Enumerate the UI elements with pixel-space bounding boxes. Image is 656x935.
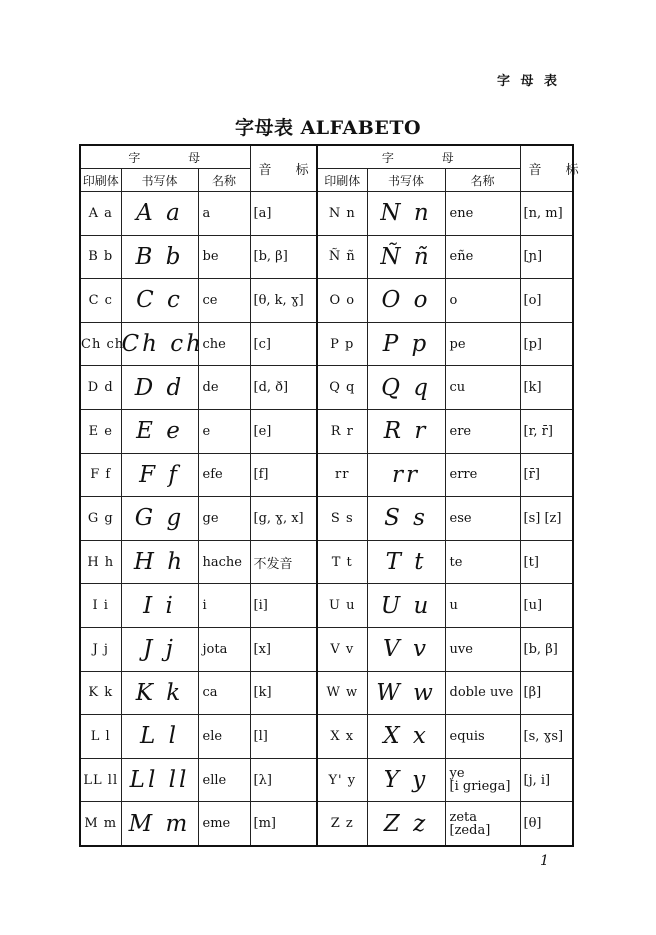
phonetic-symbol: [i] bbox=[250, 584, 317, 628]
phonetic-symbol: 不发音 bbox=[250, 540, 317, 584]
letter-name-alt: [i griega] bbox=[449, 779, 511, 795]
print-letter: M m bbox=[80, 802, 121, 846]
letter-name: eñe bbox=[445, 235, 520, 279]
print-letter: N n bbox=[317, 192, 367, 236]
print-letter: O o bbox=[317, 279, 367, 323]
script-letter: I i bbox=[121, 584, 198, 628]
print-letter: rr bbox=[317, 453, 367, 497]
letter-name: efe bbox=[198, 453, 250, 497]
print-letter: E e bbox=[80, 409, 121, 453]
phonetic-symbol: [p] bbox=[520, 322, 573, 366]
print-letter: I i bbox=[80, 584, 121, 628]
letter-name bbox=[445, 758, 520, 802]
print-letter: P p bbox=[317, 322, 367, 366]
print-letter: G g bbox=[80, 497, 121, 541]
letter-name: ele bbox=[198, 715, 250, 759]
phonetic-symbol: [r, r̄] bbox=[520, 409, 573, 453]
script-letter: Ñ ñ bbox=[367, 235, 445, 279]
letter-name: ene bbox=[445, 192, 520, 236]
letter-name-line: zeta bbox=[449, 809, 478, 825]
print-letter: B b bbox=[80, 235, 121, 279]
table-row bbox=[80, 802, 573, 846]
script-letter: C c bbox=[121, 279, 198, 323]
print-letter: T t bbox=[317, 540, 367, 584]
print-letter: J j bbox=[80, 627, 121, 671]
phonetic-symbol: [u] bbox=[520, 584, 573, 628]
phonetic-symbol: [ɲ] bbox=[520, 235, 573, 279]
phonetic-symbol: [j, i] bbox=[520, 758, 573, 802]
table-row bbox=[80, 671, 573, 715]
letter-name: elle bbox=[198, 758, 250, 802]
header-script-right: 书写体 bbox=[367, 169, 445, 192]
header-script-left: 书写体 bbox=[121, 169, 198, 192]
table-row bbox=[80, 627, 573, 671]
table-row bbox=[80, 497, 573, 541]
script-letter: N n bbox=[367, 192, 445, 236]
page-number: 1 bbox=[540, 853, 549, 869]
letter-name: o bbox=[445, 279, 520, 323]
print-letter: Ñ ñ bbox=[317, 235, 367, 279]
table-row bbox=[80, 758, 573, 802]
letter-name: ge bbox=[198, 497, 250, 541]
alphabet-rows bbox=[80, 192, 573, 846]
script-letter: V v bbox=[367, 627, 445, 671]
header-letters-left: 字 母 bbox=[80, 145, 250, 169]
script-letter: L l bbox=[121, 715, 198, 759]
print-letter: F f bbox=[80, 453, 121, 497]
print-letter: D d bbox=[80, 366, 121, 410]
script-letter: W w bbox=[367, 671, 445, 715]
phonetic-symbol: [l] bbox=[250, 715, 317, 759]
letter-name: doble uve bbox=[445, 671, 520, 715]
phonetic-symbol: [f] bbox=[250, 453, 317, 497]
phonetic-symbol: [x] bbox=[250, 627, 317, 671]
running-head: 字 母 表 bbox=[496, 74, 560, 89]
letter-name: be bbox=[198, 235, 250, 279]
script-letter: T t bbox=[367, 540, 445, 584]
print-letter: W w bbox=[317, 671, 367, 715]
header-name-right: 名称 bbox=[445, 169, 520, 192]
table-row bbox=[80, 235, 573, 279]
phonetic-symbol: [θ] bbox=[520, 802, 573, 846]
script-letter: G g bbox=[121, 497, 198, 541]
phonetic-symbol: [b, β] bbox=[520, 627, 573, 671]
letter-name bbox=[445, 802, 520, 846]
print-letter: X x bbox=[317, 715, 367, 759]
letter-name: pe bbox=[445, 322, 520, 366]
script-letter: B b bbox=[121, 235, 198, 279]
phonetic-symbol: [a] bbox=[250, 192, 317, 236]
script-letter: D d bbox=[121, 366, 198, 410]
header-letters-right: 字 母 bbox=[317, 145, 520, 169]
letter-name: uve bbox=[445, 627, 520, 671]
script-letter: U u bbox=[367, 584, 445, 628]
letter-name: de bbox=[198, 366, 250, 410]
letter-name: equis bbox=[445, 715, 520, 759]
script-letter: R r bbox=[367, 409, 445, 453]
phonetic-symbol: [m] bbox=[250, 802, 317, 846]
letter-name: e bbox=[198, 409, 250, 453]
script-letter: M m bbox=[121, 802, 198, 846]
letter-name: ce bbox=[198, 279, 250, 323]
letter-name-line: ye bbox=[449, 766, 465, 782]
header-name-left: 名称 bbox=[198, 169, 250, 192]
letter-name: cu bbox=[445, 366, 520, 410]
print-letter: H h bbox=[80, 540, 121, 584]
table-row bbox=[80, 409, 573, 453]
script-letter: Ll ll bbox=[121, 758, 198, 802]
alphabet-table bbox=[79, 144, 589, 847]
letter-name: jota bbox=[198, 627, 250, 671]
script-letter: X x bbox=[367, 715, 445, 759]
header-phonetic-right: 音 标 bbox=[520, 145, 573, 192]
letter-name: i bbox=[198, 584, 250, 628]
print-letter: K k bbox=[80, 671, 121, 715]
print-letter: Ch ch bbox=[80, 322, 121, 366]
header-print-left: 印刷体 bbox=[80, 169, 121, 192]
print-letter: C c bbox=[80, 279, 121, 323]
phonetic-symbol: [o] bbox=[520, 279, 573, 323]
script-letter: J j bbox=[121, 627, 198, 671]
letter-name: hache bbox=[198, 540, 250, 584]
script-letter: rr bbox=[367, 453, 445, 497]
header-phonetic-left: 音 标 bbox=[250, 145, 317, 192]
script-letter: Y y bbox=[367, 758, 445, 802]
letter-name: a bbox=[198, 192, 250, 236]
script-letter: Z z bbox=[367, 802, 445, 846]
phonetic-symbol: [r̄] bbox=[520, 453, 573, 497]
print-letter: S s bbox=[317, 497, 367, 541]
print-letter: V v bbox=[317, 627, 367, 671]
letter-name-alt: [zeda] bbox=[449, 822, 491, 838]
phonetic-symbol: [λ] bbox=[250, 758, 317, 802]
print-letter: Z z bbox=[317, 802, 367, 846]
phonetic-symbol: [e] bbox=[250, 409, 317, 453]
table-row bbox=[80, 322, 573, 366]
letter-name: eme bbox=[198, 802, 250, 846]
letter-name: ese bbox=[445, 497, 520, 541]
script-letter: A a bbox=[121, 192, 198, 236]
table-row bbox=[80, 540, 573, 584]
phonetic-symbol: [n, m] bbox=[520, 192, 573, 236]
table-row bbox=[80, 366, 573, 410]
phonetic-symbol: [c] bbox=[250, 322, 317, 366]
phonetic-symbol: [k] bbox=[520, 366, 573, 410]
script-letter: P p bbox=[367, 322, 445, 366]
print-letter: Y' y bbox=[317, 758, 367, 802]
letter-name: te bbox=[445, 540, 520, 584]
phonetic-symbol: [t] bbox=[520, 540, 573, 584]
table-row bbox=[80, 453, 573, 497]
script-letter: Q q bbox=[367, 366, 445, 410]
letter-name: u bbox=[445, 584, 520, 628]
script-letter: K k bbox=[121, 671, 198, 715]
script-letter: F f bbox=[121, 453, 198, 497]
phonetic-symbol: [g, ɣ, x] bbox=[250, 497, 317, 541]
phonetic-symbol: [d, ð] bbox=[250, 366, 317, 410]
header-print-right: 印刷体 bbox=[317, 169, 367, 192]
script-letter: S s bbox=[367, 497, 445, 541]
print-letter: LL ll bbox=[80, 758, 121, 802]
table-row bbox=[80, 584, 573, 628]
page-title: 字母表 ALFABETO bbox=[234, 117, 422, 139]
print-letter: L l bbox=[80, 715, 121, 759]
table-row bbox=[80, 279, 573, 323]
phonetic-symbol: [θ, k, ɣ] bbox=[250, 279, 317, 323]
table-row bbox=[80, 192, 573, 236]
script-letter: Ch ch bbox=[121, 322, 198, 366]
table-row bbox=[80, 715, 573, 759]
print-letter: A a bbox=[80, 192, 121, 236]
letter-name: ca bbox=[198, 671, 250, 715]
script-letter: O o bbox=[367, 279, 445, 323]
phonetic-symbol: [s, ɣs] bbox=[520, 715, 573, 759]
letter-name: che bbox=[198, 322, 250, 366]
script-letter: H h bbox=[121, 540, 198, 584]
print-letter: U u bbox=[317, 584, 367, 628]
phonetic-symbol: [s] [z] bbox=[520, 497, 573, 541]
phonetic-symbol: [β] bbox=[520, 671, 573, 715]
script-letter: E e bbox=[121, 409, 198, 453]
letter-name: ere bbox=[445, 409, 520, 453]
print-letter: Q q bbox=[317, 366, 367, 410]
phonetic-symbol: [k] bbox=[250, 671, 317, 715]
letter-name: erre bbox=[445, 453, 520, 497]
print-letter: R r bbox=[317, 409, 367, 453]
phonetic-symbol: [b, β] bbox=[250, 235, 317, 279]
